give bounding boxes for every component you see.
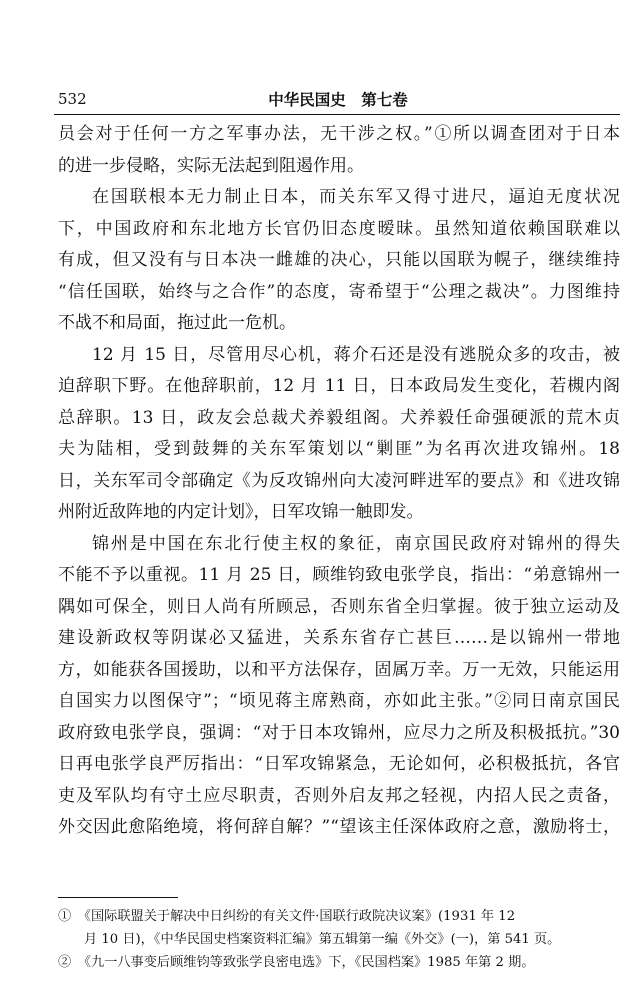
- text-line: “信任国联，始终与之合作”的态度，寄希望于“公理之裁决”。力图维持: [58, 281, 620, 302]
- text-line: 外交因此愈陷绝境，将何辞自解？”“望该主任深体政府之意，激励将士，: [58, 817, 620, 837]
- page-header: [58, 88, 618, 112]
- text-line: 总辞职。13 日，政友会总裁犬养毅组阁。犬养毅任命强硬派的荒木贞: [58, 407, 620, 428]
- text-line: 下，中国政府和东北地方长官仍旧态度暧昧。虽然知道依赖国联难以: [58, 218, 620, 239]
- text-line: 州附近敌阵地的内定计划》，日军攻锦一触即发。: [58, 502, 424, 522]
- running-title: 中华民国史 第七卷: [268, 90, 408, 109]
- text-line: 日，关东军司令部确定《为反攻锦州向大凌河畔进军的要点》和《进攻锦: [58, 470, 620, 491]
- text-line: 锦州是中国在东北行使主权的象征，南京国民政府对锦州的得失: [92, 533, 620, 554]
- text-line: 自国实力以图保守”；“顷见蒋主席熟商，亦如此主张。”②同日南京国民: [58, 691, 620, 711]
- body-text: [58, 119, 620, 844]
- text-line: 不能不予以重视。11 月 25 日，顾维钧致电张学良，指出：“弟意锦州一: [58, 565, 620, 585]
- text-line: 在国联根本无力制止日本，而关东军又得寸进尺，逼迫无度状况: [92, 187, 620, 207]
- header-rule: [54, 114, 620, 115]
- text-line: 日再电张学良严厉指出：“日军攻锦紧急，无论如何，必积极抵抗，各官: [58, 754, 620, 774]
- text-line: 迫辞职下野。在他辞职前，12 月 11 日，日本政局发生变化，若槻内阁: [58, 376, 620, 396]
- footnotes: [58, 905, 620, 974]
- text-line: 吏及军队均有守土应尽职责，否则外启友邦之轻视，内招人民之责备，: [58, 785, 620, 806]
- text-line: 夫为陆相，受到鼓舞的关东军策划以“剿匪”为名再次进攻锦州。18: [58, 439, 620, 459]
- text-line: 12 月 15 日，尽管用尽心机，蒋介石还是没有逃脱众多的攻击，被: [92, 344, 620, 365]
- text-line: 隅如可保全，则日人尚有所顾忌，否则东省全归掌握。彼于独立运动及: [58, 596, 620, 617]
- text-line: 建设新政权等阴谋必又猛进，关系东省存亡甚巨……是以锦州一带地: [58, 628, 620, 648]
- footnote-line: ② 《九一八事变后顾维钧等致张学良密电选》下，《民国档案》1985 年第 2 期。: [58, 955, 535, 970]
- footnote-rule: [58, 897, 178, 898]
- text-line: 不战不和局面，拖过此一危机。: [58, 313, 296, 333]
- text-line: 的进一步侵略，实际无法起到阻遏作用。: [58, 155, 364, 176]
- text-line: 方，如能获各国援助，以和平方法保存，固属万幸。万一无效，只能运用: [58, 659, 620, 680]
- footnote-line: 月 10 日)，《中华民国史档案资料汇编》第五辑第一编《外交》(一)，第 541 页。: [84, 932, 561, 947]
- footnote-line: ① 《国际联盟关于解决中日纠纷的有关文件·国联行政院决议案》(1931 年 12: [58, 909, 516, 924]
- text-line: 政府致电张学良，强调：“对于日本攻锦州，应尽力之所及积极抵抗。”30: [58, 722, 620, 743]
- text-line: 员会对于任何一方之军事办法，无干涉之权。”①所以调查团对于日本: [58, 124, 620, 144]
- page-number: 532: [58, 90, 87, 108]
- text-line: 有成，但又没有与日本决一雌雄的决心，只能以国联为幌子，继续维持: [58, 250, 620, 270]
